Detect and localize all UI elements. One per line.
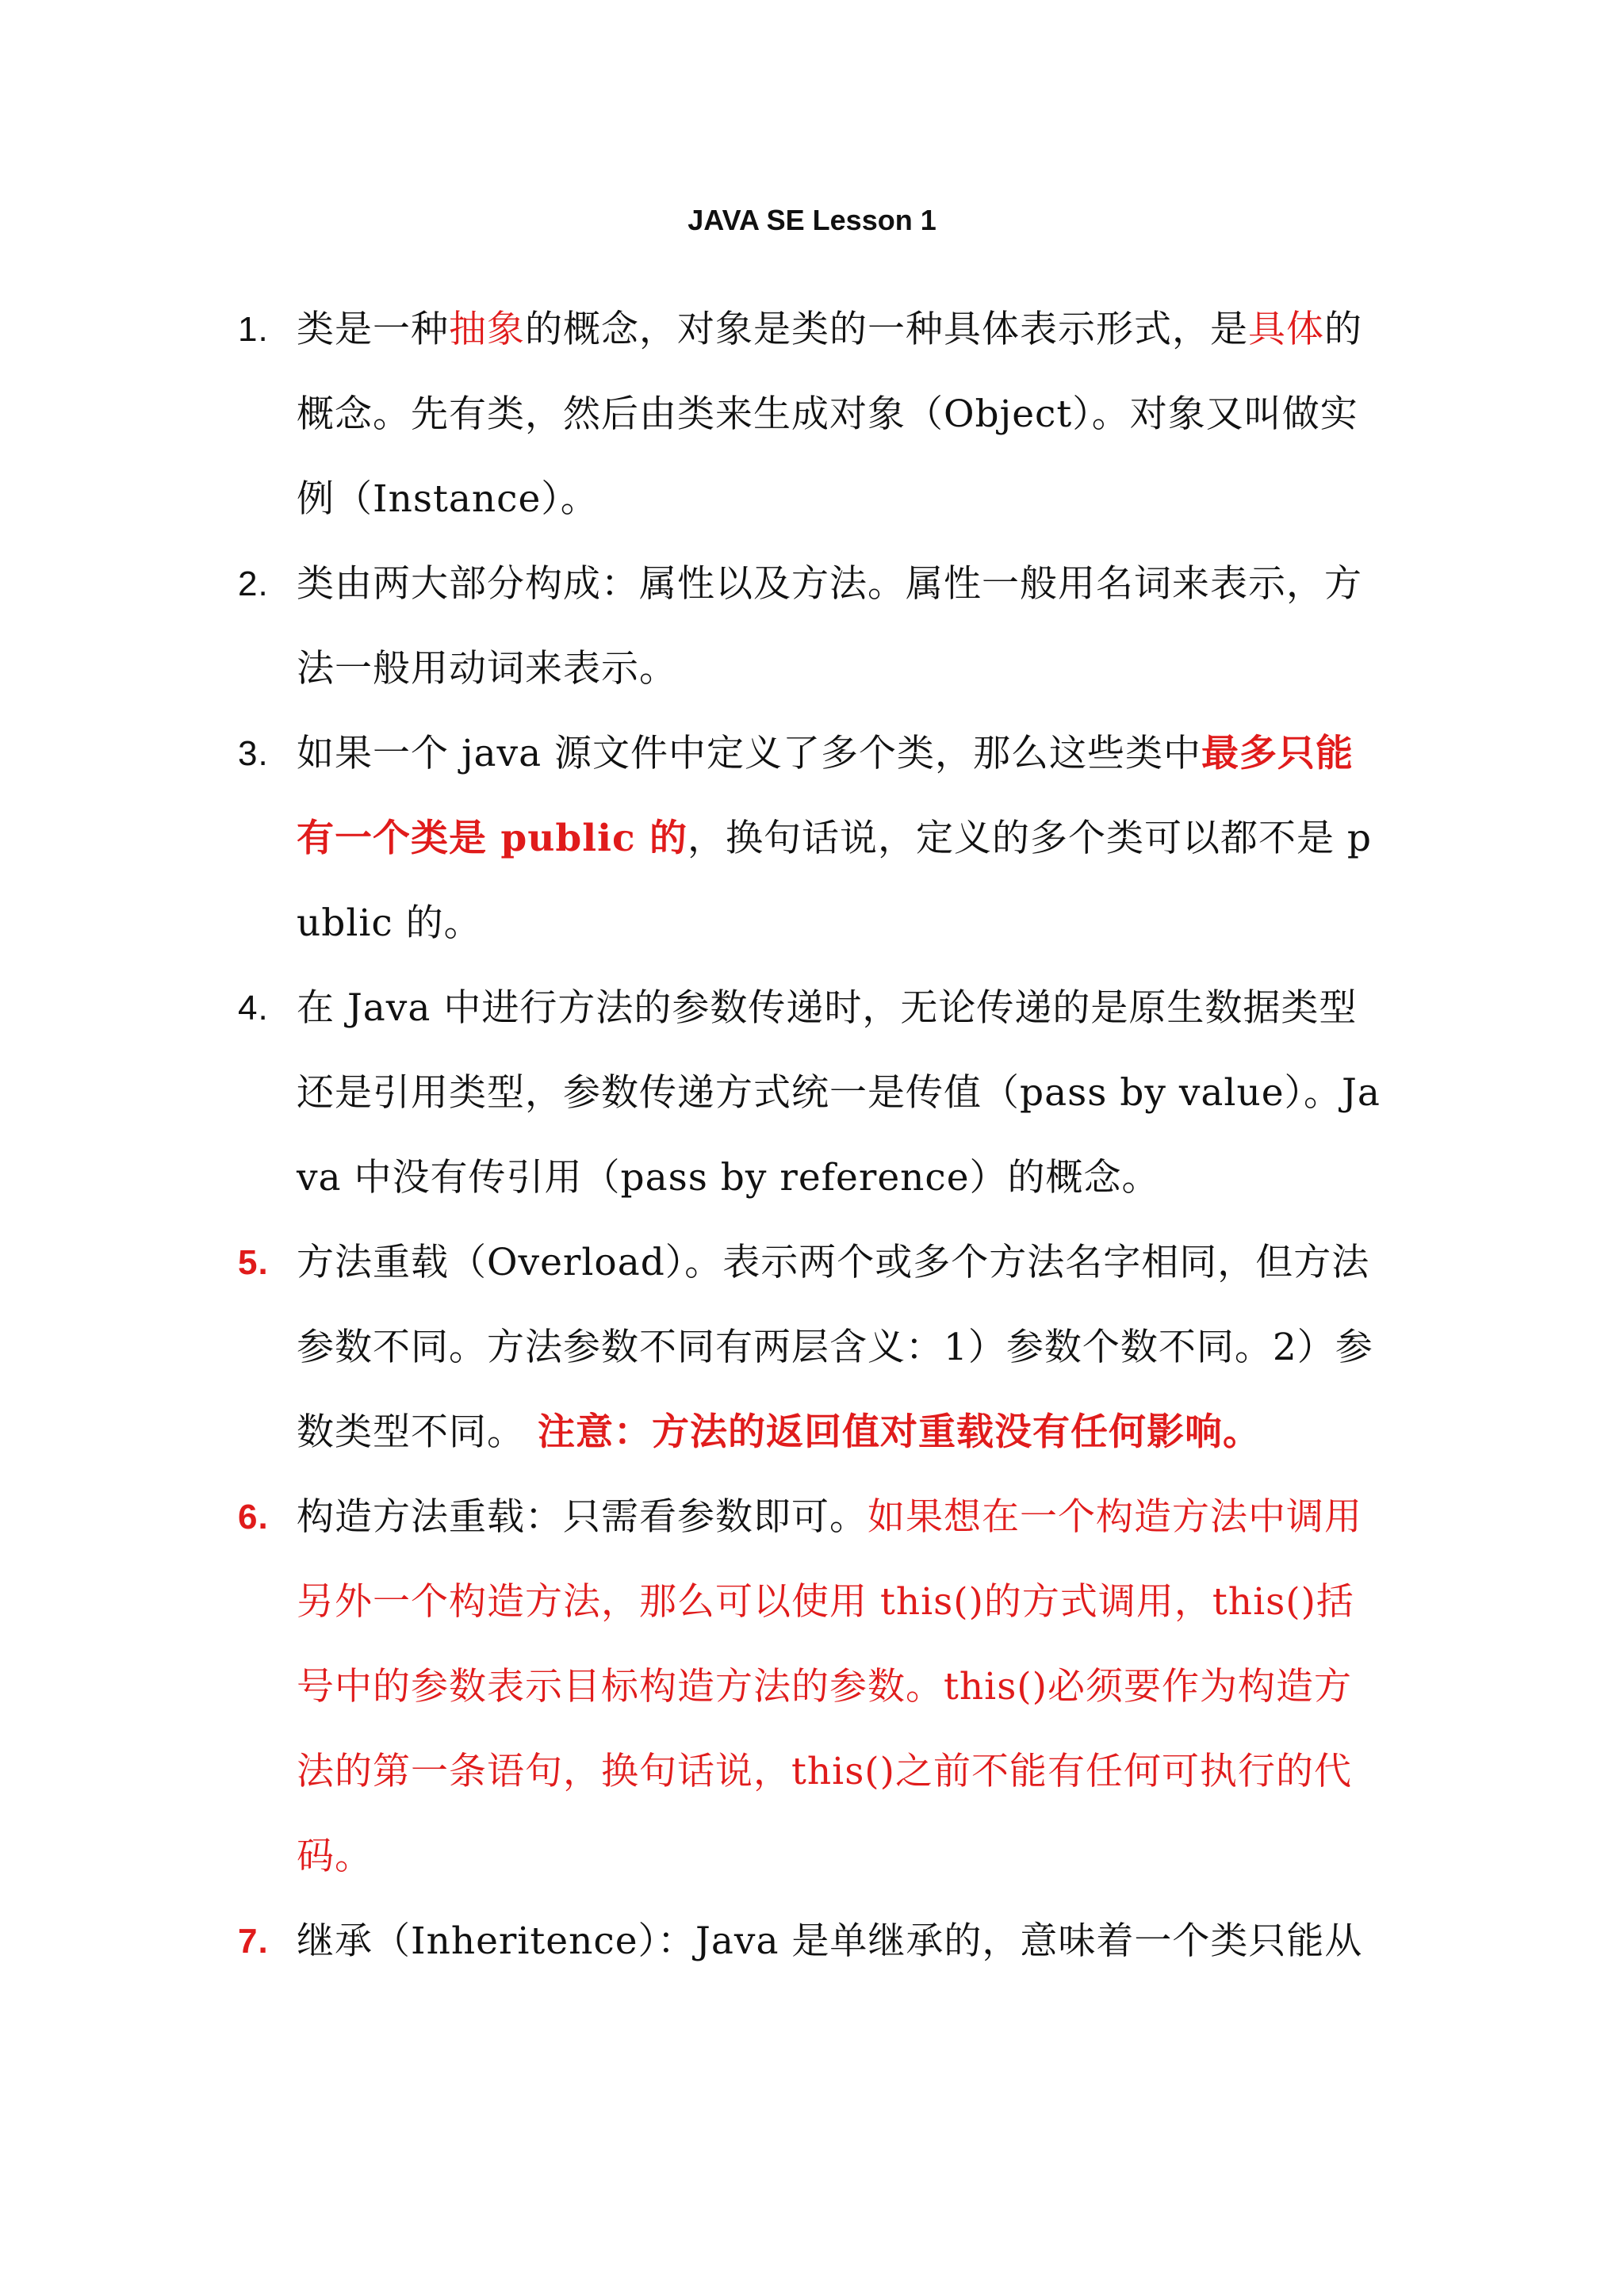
list-item [238, 966, 1383, 1220]
list-item-number: 1. [238, 310, 269, 349]
list-item-text: 类由两大部分构成：属性以及方法。属性一般用名词来表示，方法一般用动词来表示。 [297, 562, 1362, 691]
list-item [238, 1220, 1383, 1475]
highlighted-text: 如果想在一个构造方法中调用另外一个构造方法，那么可以使用 this()的方式调用，this()括号中的参数表示目标构造方法的参数。this()必须要作为构造方法的第一条语句，换句话说，this()之前不能有任何可执行的代码。 [297, 1495, 1362, 1878]
list-item [238, 1475, 1383, 1899]
list-item-text: 类是一种 [297, 308, 449, 351]
list-item [238, 1899, 1383, 1984]
list-item-text: 如果一个 java 源文件中定义了多个类，那么这些类中 [297, 732, 1202, 775]
list-item-number: 7. [238, 1922, 269, 1961]
list-item-number: 5. [238, 1243, 269, 1282]
list-item [238, 711, 1383, 966]
list-item-text: 构造方法重载：只需看参数即可。 [297, 1495, 868, 1539]
highlighted-text: 具体 [1248, 308, 1324, 351]
list-item-text: 的概念。先有类，然后由类来生成对象（Object）。对象又叫做实例（Instance）。 [297, 308, 1362, 521]
list-item-text: 方法重载（Overload）。表示两个或多个方法名字相同，但方法参数不同。方法参数不同有两层含义：1）参数个数不同。2）参数类型不同。 [297, 1241, 1373, 1454]
list-item-number: 3. [238, 734, 269, 773]
list-item-text: 继承（Inheritence）：Java 是单继承的，意味着一个类只能从 [297, 1919, 1363, 1963]
list-item-number: 6. [238, 1498, 269, 1536]
list-item-number: 2. [238, 564, 269, 603]
list-item-text: 的概念，对象是类的一种具体表示形式，是 [525, 308, 1248, 351]
list-item-text: 在 Java 中进行方法的参数传递时，无论传递的是原生数据类型还是引用类型，参数传递方式统一是传值（pass by value）。Java 中没有传引用（pass by reference）的概念。 [297, 986, 1381, 1200]
highlighted-text: 抽象 [449, 308, 525, 351]
list-item [238, 541, 1383, 711]
list-item [238, 287, 1383, 541]
highlighted-text: 最多只能有一个类是 public 的 [297, 732, 1354, 860]
highlighted-text: 注意：方法的返回值对重载没有任何影响。 [537, 1410, 1261, 1454]
list-item-text: ，换句话说，定义的多个类可以都不是 public 的。 [297, 817, 1372, 945]
document-title: JAVA SE Lesson 1 [688, 204, 936, 236]
list-item-number: 4. [238, 989, 269, 1027]
numbered-list [238, 287, 1383, 1984]
